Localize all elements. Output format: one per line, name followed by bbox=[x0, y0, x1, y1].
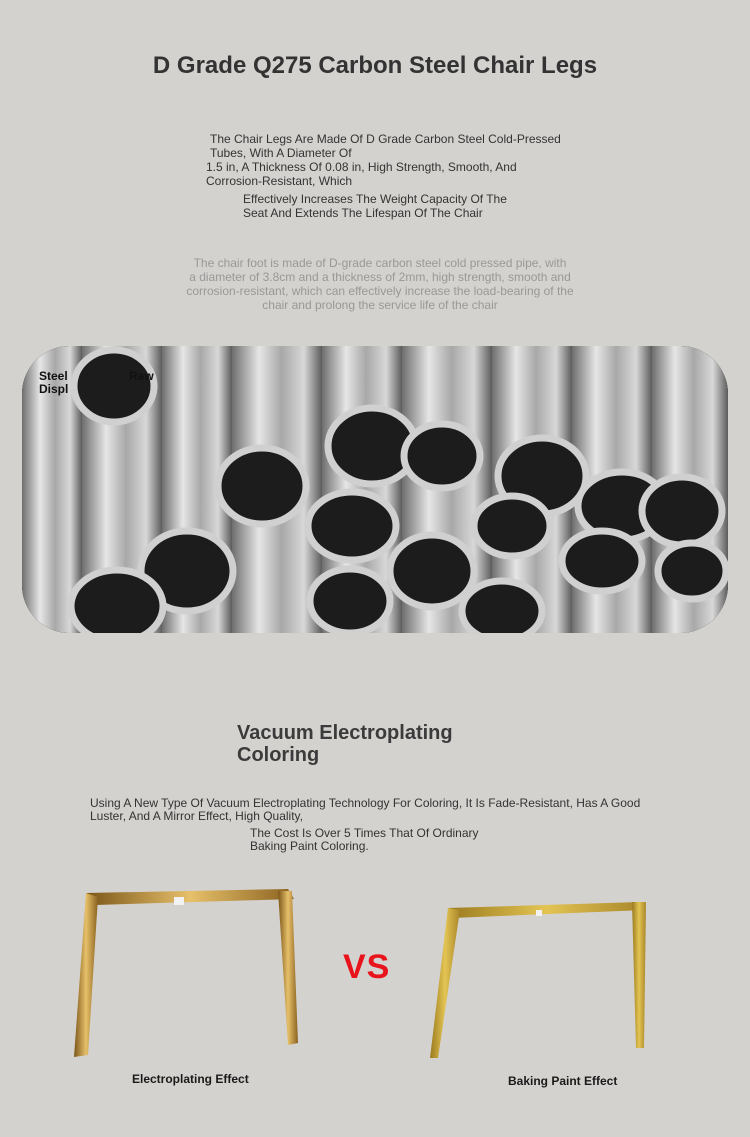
section-heading bbox=[237, 722, 453, 766]
translation-line-3: corrosion-resistant, which can effectively increase the load-bearing of the bbox=[186, 284, 574, 298]
translation-line-4: chair and prolong the service life of the chair bbox=[262, 298, 498, 312]
translation-line-2: a diameter of 3.8cm and a thickness of 2mm, high strength, smooth and bbox=[189, 270, 571, 284]
section-body-line-3: The Cost Is Over 5 Times That Of Ordinary bbox=[250, 826, 479, 840]
baking-paint-chair-leg bbox=[426, 898, 656, 1062]
intro-line-3: 1.5 in, A Thickness Of 0.08 in, High Strength, Smooth, And bbox=[206, 160, 517, 174]
versus-label: VS bbox=[343, 948, 391, 986]
page-title: D Grade Q275 Carbon Steel Chair Legs bbox=[152, 52, 598, 79]
translation-text bbox=[170, 256, 590, 312]
section-body-line-1: Using A New Type Of Vacuum Electroplating Technology For Coloring, It Is Fade-Resistant, Has A Good bbox=[90, 796, 641, 810]
section-body-line-4: Baking Paint Coloring. bbox=[250, 839, 369, 853]
electroplated-chair-leg bbox=[66, 885, 302, 1065]
section-heading-line-1: Vacuum Electroplating bbox=[237, 722, 453, 744]
pipes-label-word-2: Raw bbox=[129, 370, 154, 383]
intro-line-4: Corrosion-Resistant, Which bbox=[206, 174, 353, 188]
translation-line-1: The chair foot is made of D-grade carbon steel cold pressed pipe, with bbox=[193, 256, 567, 270]
intro-line-5: Effectively Increases The Weight Capacity Of The bbox=[243, 192, 507, 206]
section-body-line-2: Luster, And A Mirror Effect, High Quality, bbox=[90, 809, 303, 823]
pipes-label-line-2: Displ bbox=[39, 382, 69, 396]
intro-line-1: The Chair Legs Are Made Of D Grade Carbon Steel Cold-Pressed bbox=[210, 132, 561, 146]
pipes-label-word: Steel bbox=[39, 370, 68, 383]
pipes-image-label bbox=[39, 370, 159, 396]
section-heading-line-2: Coloring bbox=[237, 744, 320, 766]
electroplating-caption: Electroplating Effect bbox=[132, 1072, 249, 1086]
intro-line-2: Tubes, With A Diameter Of bbox=[210, 146, 352, 160]
intro-line-6: Seat And Extends The Lifespan Of The Chair bbox=[243, 206, 483, 220]
baking-paint-caption: Baking Paint Effect bbox=[508, 1074, 618, 1088]
